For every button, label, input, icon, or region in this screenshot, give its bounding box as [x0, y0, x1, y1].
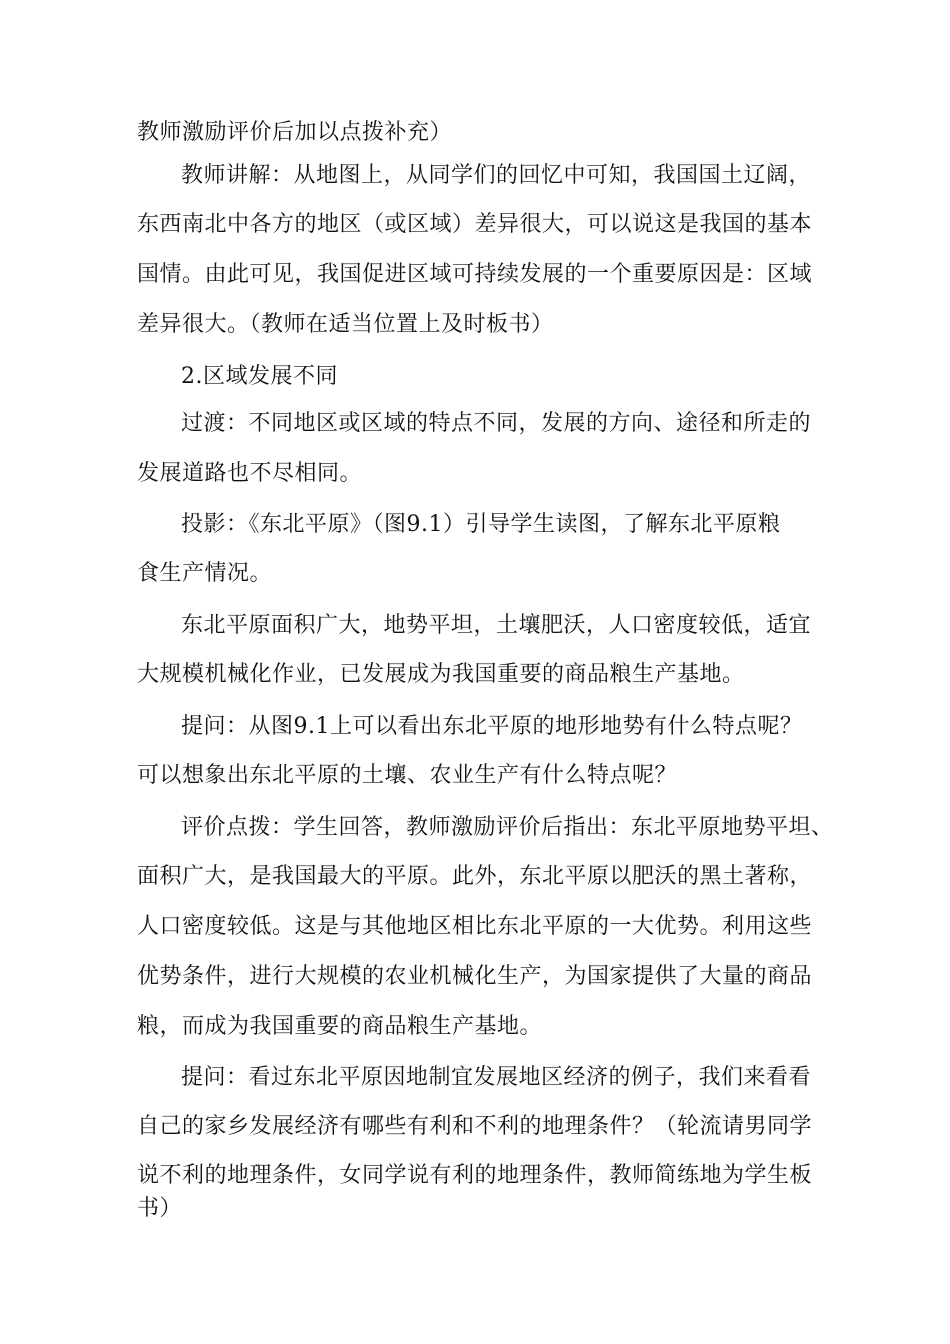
text-line-15: 评价点拨：学生回答，教师激励评价后指出：东北平原地势平坦、 [181, 815, 834, 840]
text-line-14: 可以想象出东北平原的土壤、农业生产有什么特点呢？ [137, 763, 678, 788]
text-line-1: 教师激励评价后加以点拨补充） [137, 120, 453, 145]
text-line-19: 粮，而成为我国重要的商品粮生产基地。 [137, 1014, 543, 1039]
text-line-7: 过渡：不同地区或区域的特点不同，发展的方向、途径和所走的 [181, 411, 812, 436]
text-line-22: 说不利的地理条件，女同学说有利的地理条件，教师简练地为学生板 [137, 1163, 813, 1188]
text-line-5: 差异很大。（教师在适当位置上及时板书） [137, 312, 554, 337]
text-line-10: 食生产情况。 [137, 561, 273, 586]
text-line-13: 提问：从图9.1上可以看出东北平原的地形地势有什么特点呢？ [181, 714, 803, 739]
text-line-18: 优势条件，进行大规模的农业机械化生产，为国家提供了大量的商品 [137, 964, 813, 989]
text-line-4: 国情。由此可见，我国促进区域可持续发展的一个重要原因是：区域 [137, 262, 813, 287]
text-line-9: 投影：《东北平原》（图9.1）引导学生读图，了解东北平原粮 [181, 512, 781, 537]
text-line-3: 东西南北中各方的地区（或区域）差异很大，可以说这是我国的基本 [137, 212, 813, 237]
section-heading: 2.区域发展不同 [181, 364, 338, 389]
text-line-23: 书） [137, 1196, 183, 1221]
text-line-11: 东北平原面积广大，地势平坦，土壤肥沃，人口密度较低，适宜 [181, 613, 812, 638]
text-line-21: 自己的家乡发展经济有哪些有利和不利的地理条件？（轮流请男同学 [137, 1114, 813, 1139]
text-line-20: 提问：看过东北平原因地制宜发展地区经济的例子，我们来看看 [181, 1065, 812, 1090]
text-line-16: 面积广大，是我国最大的平原。此外，东北平原以肥沃的黑土著称， [137, 864, 813, 889]
text-line-2: 教师讲解：从地图上，从同学们的回忆中可知，我国国土辽阔， [181, 163, 812, 188]
text-line-12: 大规模机械化作业，已发展成为我国重要的商品粮生产基地。 [137, 662, 745, 687]
text-line-8: 发展道路也不尽相同。 [137, 461, 363, 486]
text-line-17: 人口密度较低。这是与其他地区相比东北平原的一大优势。利用这些 [137, 914, 813, 939]
